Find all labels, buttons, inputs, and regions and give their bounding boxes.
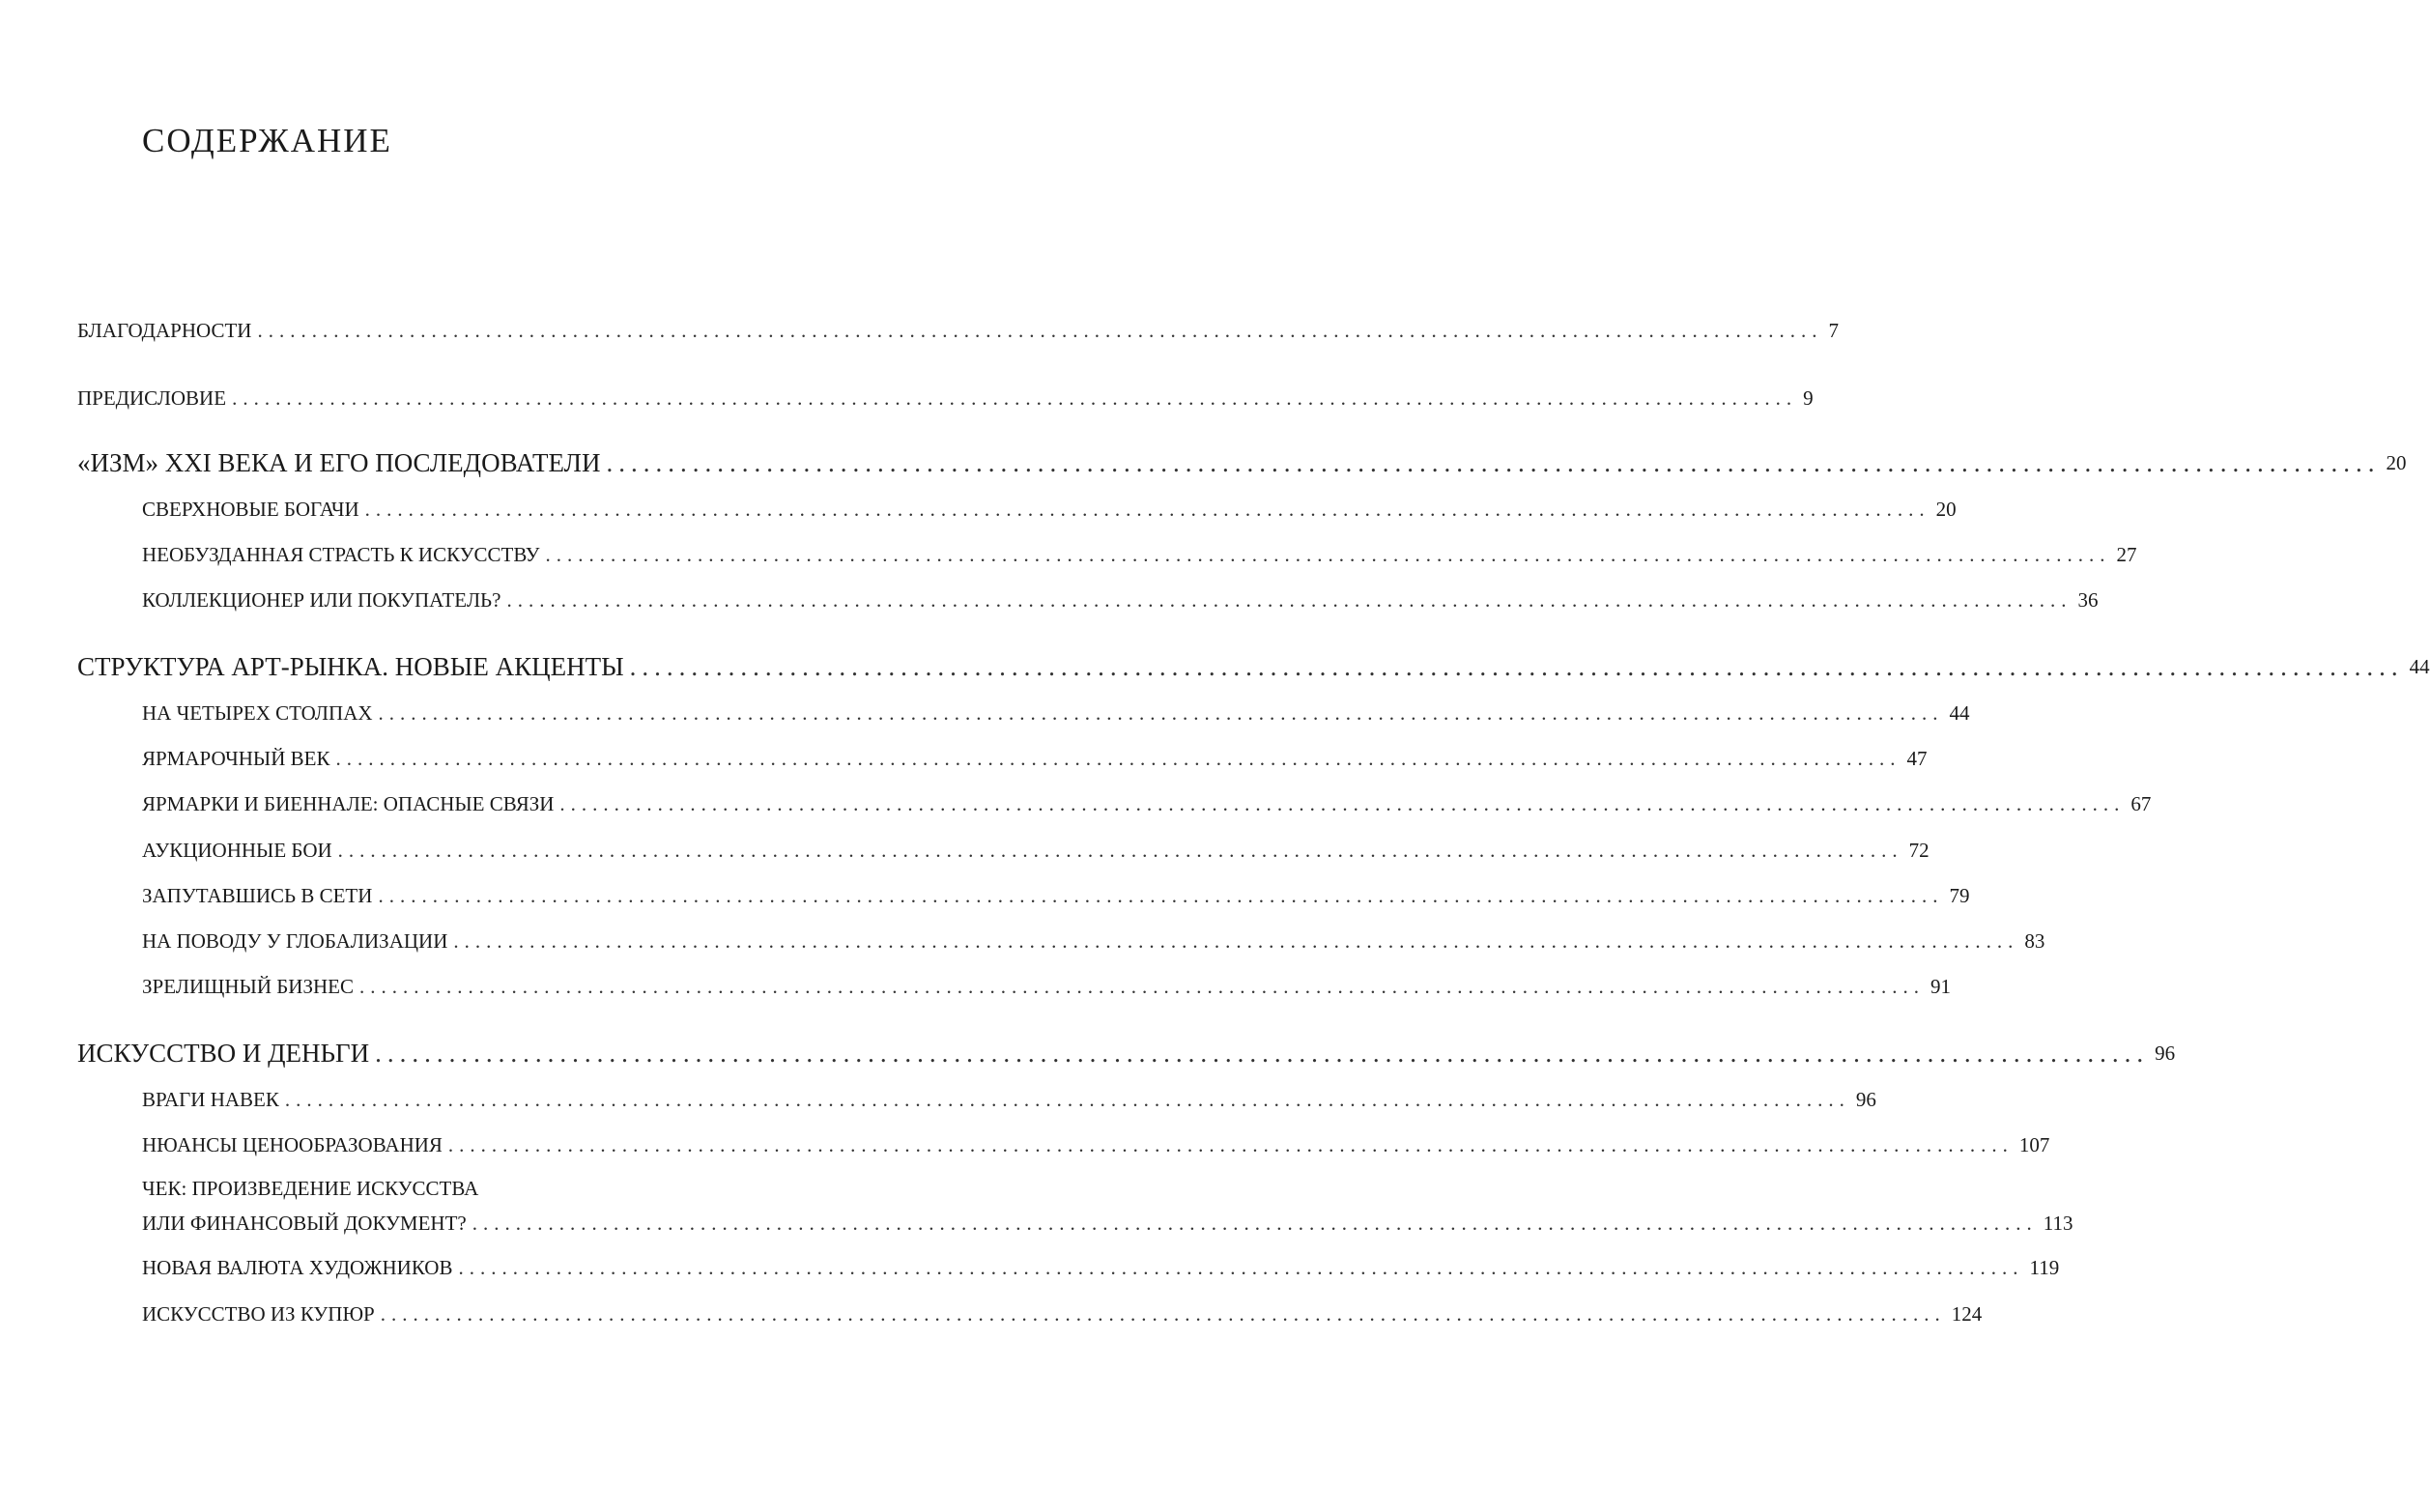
toc-section-title: АУКЦИОННЫЕ БОИ [142,839,332,862]
toc-chapter[interactable] [77,650,2430,683]
toc-section-title: КОЛЛЕКЦИОНЕР ИЛИ ПОКУПАТЕЛЬ? [142,588,501,612]
dot-leader: ................................................................................................................................................ [606,448,2381,477]
dot-leader: ................................................................................................................................................ [337,839,1903,862]
toc-section[interactable] [142,1254,2060,1281]
dot-leader: ................................................................................................................................................ [447,1133,2014,1156]
toc-entry[interactable] [77,385,1814,412]
toc-section[interactable] [142,973,1951,1000]
toc-section[interactable] [142,541,2137,568]
toc-section-title: НОВАЯ ВАЛЮТА ХУДОЖНИКОВ [142,1256,453,1279]
toc-section-page: 27 [2116,543,2137,566]
toc-entry-page: 7 [1828,319,1839,342]
toc-section[interactable] [142,496,1957,523]
dot-leader: ................................................................................................................................................ [232,386,1798,410]
dot-leader: ................................................................................................................................................ [545,543,2111,566]
dot-leader: ................................................................................................................................................ [380,1302,1946,1326]
toc-section-page: 67 [2130,792,2152,815]
toc-section-page: 47 [1906,747,1928,770]
toc-section-page: 91 [1930,975,1951,998]
toc-section-page: 36 [2077,588,2099,612]
dot-leader: ................................................................................................................................................ [378,884,1944,907]
dot-leader: ................................................................................................................................................ [378,701,1944,725]
toc-entry-title: ПРЕДИСЛОВИЕ [77,386,227,410]
toc-section-multiline[interactable] [142,1175,2073,1237]
toc-section-title: НА ЧЕТЫРЕХ СТОЛПАХ [142,701,373,725]
toc-section-title-line2: ИЛИ ФИНАНСОВЫЙ ДОКУМЕНТ? [142,1212,467,1235]
toc-chapter-page: 44 [2409,655,2430,678]
dot-leader: ................................................................................................................................................ [284,1088,1850,1111]
toc-section[interactable] [142,1086,1876,1113]
toc-chapter-page: 20 [2386,451,2407,474]
toc-section-title: ВРАГИ НАВЕК [142,1088,279,1111]
toc-section-title: ЯРМАРОЧНЫЙ ВЕК [142,747,330,770]
toc-entry-page: 9 [1803,386,1814,410]
toc-chapter-title: СТРУКТУРА АРТ-РЫНКА. НОВЫЕ АКЦЕНТЫ [77,652,624,681]
dot-leader: ................................................................................................................................................ [335,747,1901,770]
toc-section[interactable] [142,1300,1983,1327]
page-title: СОДЕРЖАНИЕ [142,122,392,159]
toc-section[interactable] [142,586,2099,613]
dot-leader: ................................................................................................................................................ [629,652,2404,681]
toc-section-page: 124 [1951,1302,1983,1326]
toc-section-title: ЗРЕЛИЩНЫЙ БИЗНЕС [142,975,354,998]
toc-section-page: 20 [1935,498,1957,521]
toc-section[interactable] [142,790,2152,817]
toc-section-page: 79 [1949,884,1970,907]
dot-leader: ................................................................................................................................................ [559,792,2126,815]
toc-chapter-title: «ИЗМ» XXI ВЕКА И ЕГО ПОСЛЕДОВАТЕЛИ [77,448,601,477]
dot-leader: ................................................................................................................................................ [506,588,2073,612]
toc-section-title: СВЕРХНОВЫЕ БОГАЧИ [142,498,359,521]
dot-leader: ................................................................................................................................................ [472,1212,2038,1235]
toc-section-page: 44 [1949,701,1970,725]
toc-section-title: ЗАПУТАВШИСЬ В СЕТИ [142,884,373,907]
toc-section[interactable] [142,699,1970,727]
toc-section[interactable] [142,882,1970,909]
dot-leader: ................................................................................................................................................ [358,975,1925,998]
dot-leader: ................................................................................................................................................ [453,929,2019,953]
toc-section-title: НА ПОВОДУ У ГЛОБАЛИЗАЦИИ [142,929,448,953]
toc-section-title: ЯРМАРКИ И БИЕННАЛЕ: ОПАСНЫЕ СВЯЗИ [142,792,555,815]
dot-leader: ................................................................................................................................................ [257,319,1823,342]
toc-section-title: НЕОБУЗДАННАЯ СТРАСТЬ К ИСКУССТВУ [142,543,540,566]
toc-section-title: ИСКУССТВО ИЗ КУПЮР [142,1302,375,1326]
toc-section-page: 119 [2029,1256,2060,1279]
toc-entry-title: БЛАГОДАРНОСТИ [77,319,252,342]
toc-entry[interactable] [77,317,1839,344]
toc-section[interactable] [142,927,2045,955]
toc-chapter[interactable] [77,446,2407,479]
toc-chapter[interactable] [77,1037,2176,1070]
toc-section-page: 96 [1855,1088,1876,1111]
toc-section[interactable] [142,745,1928,772]
toc-section-title: ЧЕК: ПРОИЗВЕДЕНИЕ ИСКУССТВА [142,1177,479,1200]
toc-section[interactable] [142,1131,2050,1158]
dot-leader: ................................................................................................................................................ [458,1256,2024,1279]
toc-section[interactable] [142,837,1930,864]
dot-leader: ................................................................................................................................................ [364,498,1930,521]
toc-section-page: 107 [2018,1133,2050,1156]
toc-chapter-page: 96 [2155,1041,2176,1065]
toc-section-page: 72 [1908,839,1930,862]
toc-section-title: НЮАНСЫ ЦЕНООБРАЗОВАНИЯ [142,1133,443,1156]
toc-section-page: 83 [2024,929,2045,953]
toc-chapter-title: ИСКУССТВО И ДЕНЬГИ [77,1039,370,1068]
dot-leader: ................................................................................................................................................ [375,1039,2150,1068]
toc-section-page: 113 [2043,1212,2073,1235]
